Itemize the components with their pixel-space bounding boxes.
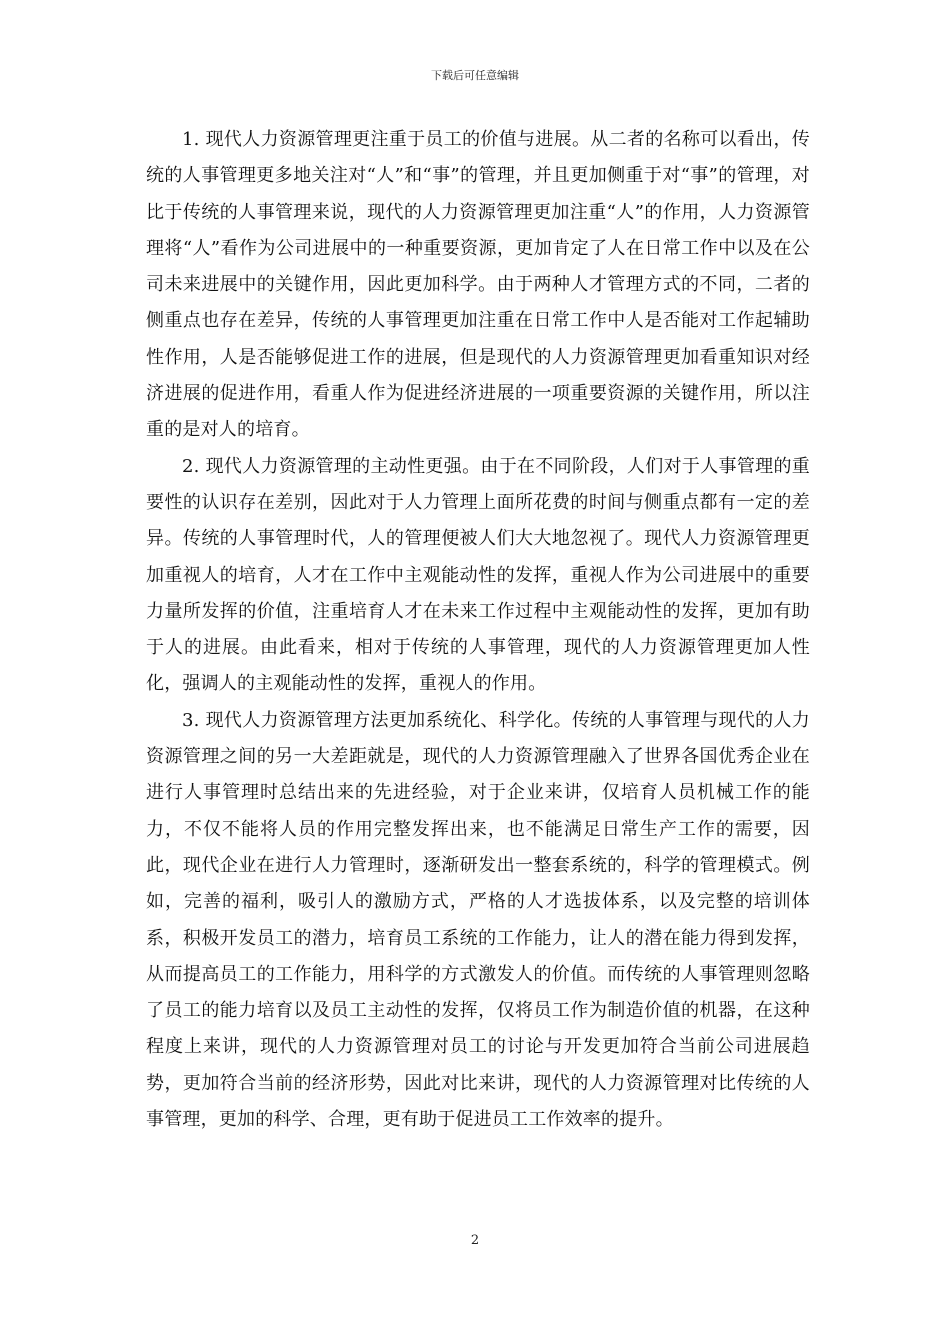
page-header-note: 下载后可任意编辑	[431, 69, 519, 82]
paragraph-3: 3. 现代人力资源管理方法更加系统化、科学化。传统的人事管理与现代的人力资源管理之间的另一大差距就是，现代的人力资源管理融入了世界各国优秀企业在进行人事管理时总结出来的先进经验，对于企业来讲，仅培育人员机械工作的能力，不仅不能将人员的作用完整发挥出来，也不能满足日常生产工作的需要，因此，现代企业在进行人力管理时，逐渐研发出一整套系统的，科学的管理模式。例如，完善的福利，吸引人的激励方式，严格的人才选拔体系，以及完整的培训体系，积极开发员工的潜力，培育员工系统的工作能力，让人的潜在能力得到发挥，从而提高员工的工作能力，用科学的方式激发人的价值。而传统的人事管理则忽略了员工的能力培育以及员工主动性的发挥，仅将员工作为制造价值的机器，在这种程度上来讲，现代的人力资源管理对员工的讨论与开发更加符合当前公司进展趋势，更加符合当前的经济形势，因此对比来讲，现代的人力资源管理对比传统的人事管理，更加的科学、合理，更有助于促进员工工作效率的提升。	[146, 709, 810, 1131]
paragraph-2: 2. 现代人力资源管理的主动性更强。由于在不同阶段，人们对于人事管理的重要性的认识存在差别，因此对于人力管理上面所花费的时间与侧重点都有一定的差异。传统的人事管理时代，人的管理便被人们大大地忽视了。现代人力资源管理更加重视人的培育，人才在工作中主观能动性的发挥，重视人作为公司进展中的重要力量所发挥的价值，注重培育人才在未来工作过程中主观能动性的发挥，更加有助于人的进展。由此看来，相对于传统的人事管理，现代的人力资源管理更加人性化，强调人的主观能动性的发挥，重视人的作用。	[146, 455, 810, 695]
document-body	[146, 122, 810, 1138]
page-number: 2	[470, 1233, 480, 1248]
paragraph-1: 1. 现代人力资源管理更注重于员工的价值与进展。从二者的名称可以看出，传统的人事管理更多地关注对“人”和“事”的管理，并且更加侧重于对“事”的管理，对比于传统的人事管理来说，现代的人力资源管理更加注重“人”的作用，人力资源管理将“人”看作为公司进展中的一种重要资源，更加肯定了人在日常工作中以及在公司未来进展中的关键作用，因此更加科学。由于两种人才管理方式的不同，二者的侧重点也存在差异，传统的人事管理更加注重在日常工作中人是否能对工作起辅助性作用，人是否能够促进工作的进展，但是现代的人力资源管理更加看重知识对经济进展的促进作用，看重人作为促进经济进展的一项重要资源的关键作用，所以注重的是对人的培育。	[146, 129, 810, 441]
